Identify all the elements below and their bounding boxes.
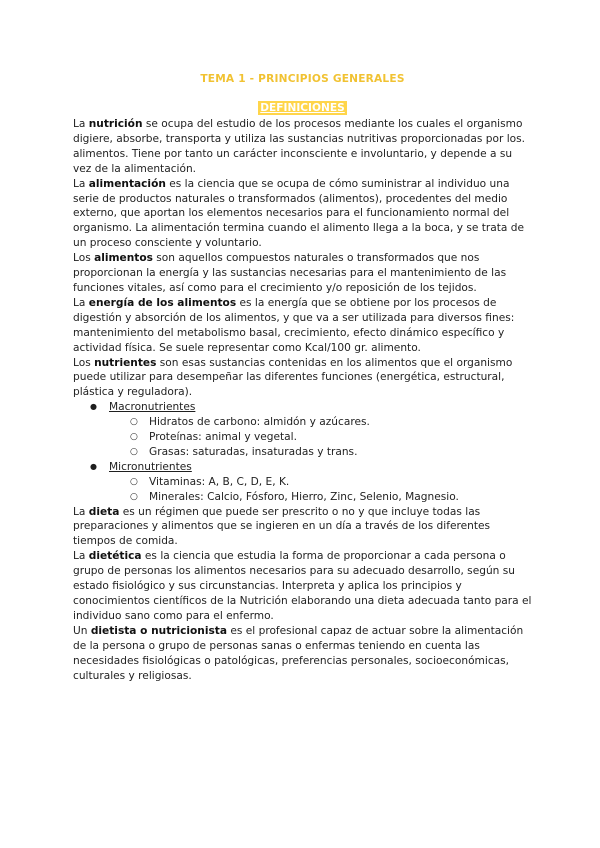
- circle-bullet-icon: ○: [130, 491, 138, 502]
- list-heading: Macronutrientes: [109, 401, 196, 414]
- definition-term: dietista o nutricionista: [90, 624, 227, 637]
- circle-bullet-icon: ○: [130, 432, 138, 443]
- definition-paragraph: Un dietista o nutricionista es el profesional capaz de actuar sobre la alimentación de la persona o grupo de personas sanas o enfermas teniendo en cuenta las necesidades fisiológicas o patológicas, preferencias personales, socioeconómicas, culturales y religiosas.: [73, 624, 524, 682]
- list-item: ○ Minerales: Calcio, Fósforo, Hierro, Zinc, Selenio, Magnesio.: [130, 490, 459, 503]
- definition-paragraph: La energía de los alimentos es la energía que se obtiene por los procesos de digestión y absorción de los alimentos, y que va a ser utilizada para diversos fines: mantenimiento del metabolismo basal, crecimiento, efecto dinámico específico y actividad física. Se suele representar como Kcal/100 gr. alimento.: [73, 296, 515, 354]
- bullet-icon: ●: [90, 402, 97, 412]
- definitions-block: [73, 117, 532, 400]
- definition-paragraph: Los alimentos son aquellos compuestos naturales o transformados que nos proporcionan la energía y las sustancias necesarias para el mantenimiento de las funciones vitales, así como para el crecimiento y/o reposición de los tejidos.: [73, 252, 507, 294]
- definition-term: dietética: [88, 550, 142, 563]
- circle-bullet-icon: ○: [130, 417, 138, 428]
- definition-term: alimentos: [94, 252, 153, 265]
- circle-bullet-icon: ○: [130, 476, 138, 487]
- list-heading: Micronutrientes: [109, 460, 192, 473]
- circle-bullet-icon: ○: [130, 446, 138, 457]
- bullet-icon: ●: [90, 461, 97, 471]
- list-item: [90, 460, 532, 505]
- nutrient-list: [73, 400, 532, 504]
- definition-term: alimentación: [88, 177, 166, 190]
- definition-term: energía de los alimentos: [88, 296, 237, 309]
- list-item: ○ Hidratos de carbono: almidón y azúcares.: [130, 416, 370, 429]
- definition-term: nutrición: [88, 118, 143, 130]
- list-item: ○ Grasas: saturadas, insaturadas y trans.: [130, 445, 358, 458]
- definitions-block-2: [73, 505, 532, 684]
- list-item: ○ Vitaminas: A, B, C, D, E, K.: [130, 475, 290, 488]
- list-item: [90, 400, 532, 460]
- sub-list: [109, 475, 532, 505]
- definition-term: dieta: [88, 505, 120, 518]
- section-heading: DEFINICIONES: [260, 102, 345, 114]
- list-item: ○ Proteínas: animal y vegetal.: [130, 431, 297, 444]
- definition-paragraph: La dieta es un régimen que puede ser prescrito o no y que incluye todas las preparaciones y alimentos que se ingieren en un día a través de los diferentes tiempos de comida.: [73, 505, 491, 548]
- definition-term: nutrientes: [94, 356, 157, 369]
- section-heading-wrap: [73, 101, 532, 116]
- definition-paragraph: La alimentación es la ciencia que se ocupa de cómo suministrar al individuo una serie de productos naturales o transformados (alimentos), procedentes del medio externo, que aportan los elementos necesarios para el funcionamiento normal del organismo. La alimentación termina cuando el alimento llega a la boca, y se trata de un proceso consciente y voluntario.: [73, 177, 525, 250]
- definition-paragraph: La dietética es la ciencia que estudia la forma de proporcionar a cada persona o grupo de personas los alimentos necesarios para su adecuado desarrollo, según su estado fisiológico y sus circunstancias. Interpreta y aplica los principios y conocimientos científicos de la Nutrición elaborando una dieta adecuada tanto para el individuo sano como para el enfermo.: [73, 550, 532, 622]
- definition-paragraph: Los nutrientes son esas sustancias contenidas en los alimentos que el organismo puede utilizar para desempeñar las diferentes funciones (energética, estructural, plástica y reguladora).: [73, 356, 513, 399]
- definition-paragraph: La nutrición se ocupa del estudio de los procesos mediante los cuales el organismo digiere, absorbe, transporta y utiliza las sustancias nutritivas proporcionadas por los. alimentos. Tiene por tanto un carácter inconsciente e involuntario, y depende a su vez de la alimentación.: [73, 118, 526, 175]
- sub-list: [109, 415, 532, 460]
- page-title: TEMA 1 - PRINCIPIOS GENERALES: [200, 73, 405, 85]
